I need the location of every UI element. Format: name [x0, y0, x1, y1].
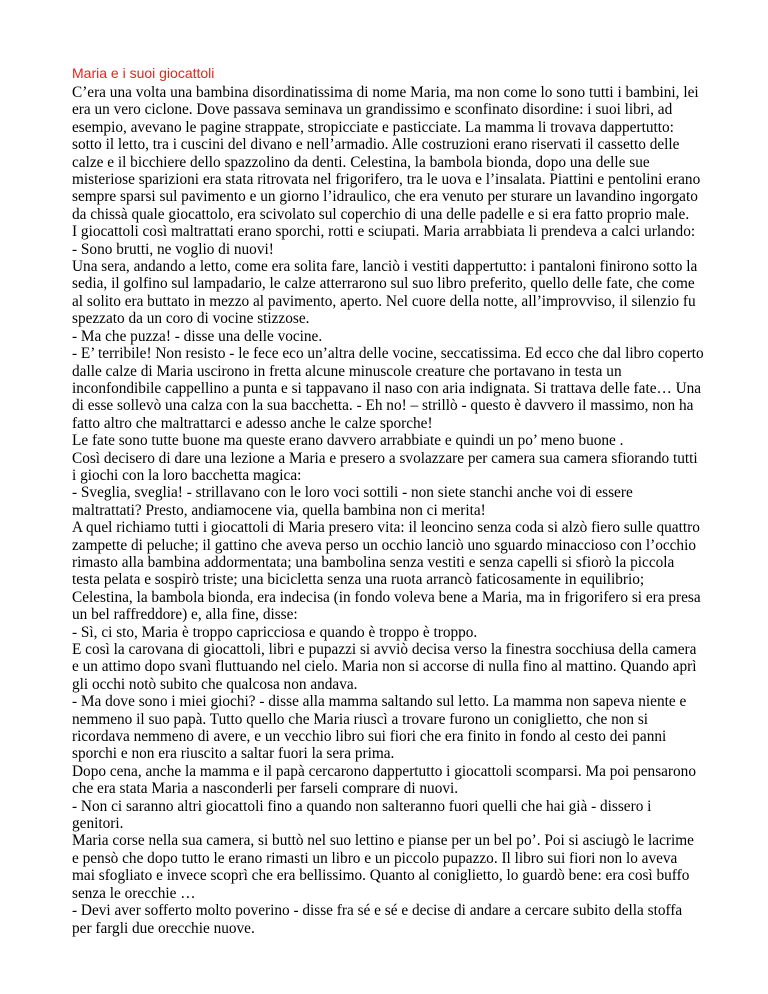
- paragraph: Così decisero di dare una lezione a Maria e presero a svolazzare per camera sua camera sfiorando tutti i giochi con la loro bacchetta magica:: [72, 449, 698, 484]
- paragraph: I giocattoli così maltrattati erano sporchi, rotti e sciupati. Maria arrabbiata li prendeva a calci urlando:: [72, 223, 696, 241]
- paragraph: - E’ terribile! Non resisto - le fece eco un’altra delle vocine, seccatissima. Ed ecco che dal libro coperto dalle calze di Maria uscirono in fretta alcune minuscole creature che portavano in testa un inconfondibile cappellino a punta e si tappavano il naso con aria indignata. Si trattava delle fate… Una di esse sollevò una calza con la sua bacchetta. - Eh no! – strillò - questo è davvero il massimo, non ha fatto altro che maltrattarci e adesso anche le calze sporche!: [72, 345, 704, 432]
- paragraph: - Sveglia, sveglia! - strillavano con le loro voci sottili - non siete stanchi anche voi di essere maltrattati? Presto, andiamocene via, quella bambina non ci merita!: [72, 484, 633, 519]
- paragraph: - Sì, ci sto, Maria è troppo capricciosa e quando è troppo è troppo.: [72, 623, 478, 641]
- paragraph: A quel richiamo tutti i giocattoli di Maria presero vita: il leoncino senza coda si alzò fiero sulle quattro zampette di peluche; il gattino che aveva perso un occhio lanciò uno sguardo minaccioso con l’occhio rimasto alla bambina addormentata; una bambolina senza vestiti e senza capelli si sfiorò la piccola testa pelata e sospirò triste; una bicicletta senza una ruota arrancò faticosamente in equilibrio; Celestina, la bambola bionda, era indecisa (in fondo voleva bene a Maria, ma in frigorifero si era presa un bel raffreddore) e, alla fine, disse:: [72, 519, 701, 624]
- paragraph: - Sono brutti, ne voglio di nuovi!: [72, 240, 274, 258]
- document-page: [72, 64, 704, 937]
- paragraph: - Ma dove sono i miei giochi? - disse alla mamma saltando sul letto. La mamma non sapeva niente e nemmeno il suo papà. Tutto quello che Maria riuscì a trovare furono un coniglietto, che non si ricordava nemmeno di avere, e un vecchio libro sui fiori che era finito in fondo al cesto dei panni sporchi e non era riuscito a saltar fuori la sera prima.: [72, 693, 687, 763]
- paragraph: - Non ci saranno altri giocattoli fino a quando non salteranno fuori quelli che hai già - dissero i genitori.: [72, 797, 652, 833]
- paragraph: Dopo cena, anche la mamma e il papà cercarono dappertutto i giocattoli scomparsi. Ma poi pensarono che era stata Maria a nasconderli per farseli comprare di nuovi.: [72, 762, 696, 798]
- document-title: Maria e i suoi giocattoli: [72, 65, 215, 81]
- paragraph: - Devi aver sofferto molto poverino - disse fra sé e sé e decise di andare a cercare subito della stoffa per fargli due orecchie nuove.: [72, 902, 683, 937]
- paragraph: E così la carovana di giocattoli, libri e pupazzi si avviò decisa verso la finestra socchiusa della camera e un attimo dopo svanì fluttuando nel cielo. Maria non si accorse di nulla fino al mattino. Quando aprì gli occhi notò subito che qualcosa non andava.: [72, 641, 697, 693]
- document-body: [72, 84, 704, 937]
- paragraph: - Ma che puzza! - disse una delle vocine.: [72, 327, 323, 345]
- paragraph: Maria corse nella sua camera, si buttò nel suo lettino e pianse per un bel po’. Poi si asciugò le lacrime e pensò che dopo tutto le erano rimasti un libro e un piccolo pupazzo. Il libro sui fiori non lo aveva mai sfogliato e invece scoprì che era bellissimo. Quanto al coniglietto, lo guardò bene: era così buffo senza le orecchie …: [72, 832, 694, 902]
- paragraph: Le fate sono tutte buone ma queste erano davvero arrabbiate e quindi un po’ meno buone .: [72, 432, 624, 450]
- paragraph: C’era una volta una bambina disordinatissima di nome Maria, ma non come lo sono tutti i bambini, lei era un vero ciclone. Dove passava seminava un grandissimo e sconfinato disordine: i suoi libri, ad esempio, avevano le pagine strappate, stropicciate e pasticciate. La mamma li trovava dappertutto: sotto il letto, tra i cuscini del divano e nell’armadio. Alle costruzioni erano riservati il cassetto delle calze e il bicchiere dello spazzolino da denti. Celestina, la bambola bionda, dopo una delle sue misteriose sparizioni era stata ritrovata nel frigorifero, tra le uova e l’insalata. Piattini e pentolini erano sempre sparsi sul pavimento e un giorno l’idraulico, che era venuto per sturare un lavandino ingorgato da chissà quale giocattolo, era scivolato sul coperchio di una delle padelle e si era fatto proprio male.: [72, 84, 701, 223]
- paragraph: Una sera, andando a letto, come era solita fare, lanciò i vestiti dappertutto: i pantaloni finirono sotto la sedia, il golfino sul lampadario, le calze atterrarono sul suo libro preferito, quello delle fate, che come al solito era buttato in mezzo al pavimento, aperto. Nel cuore della notte, all’improvviso, il silenzio fu spezzato da un coro di vocine stizzose.: [72, 258, 698, 328]
